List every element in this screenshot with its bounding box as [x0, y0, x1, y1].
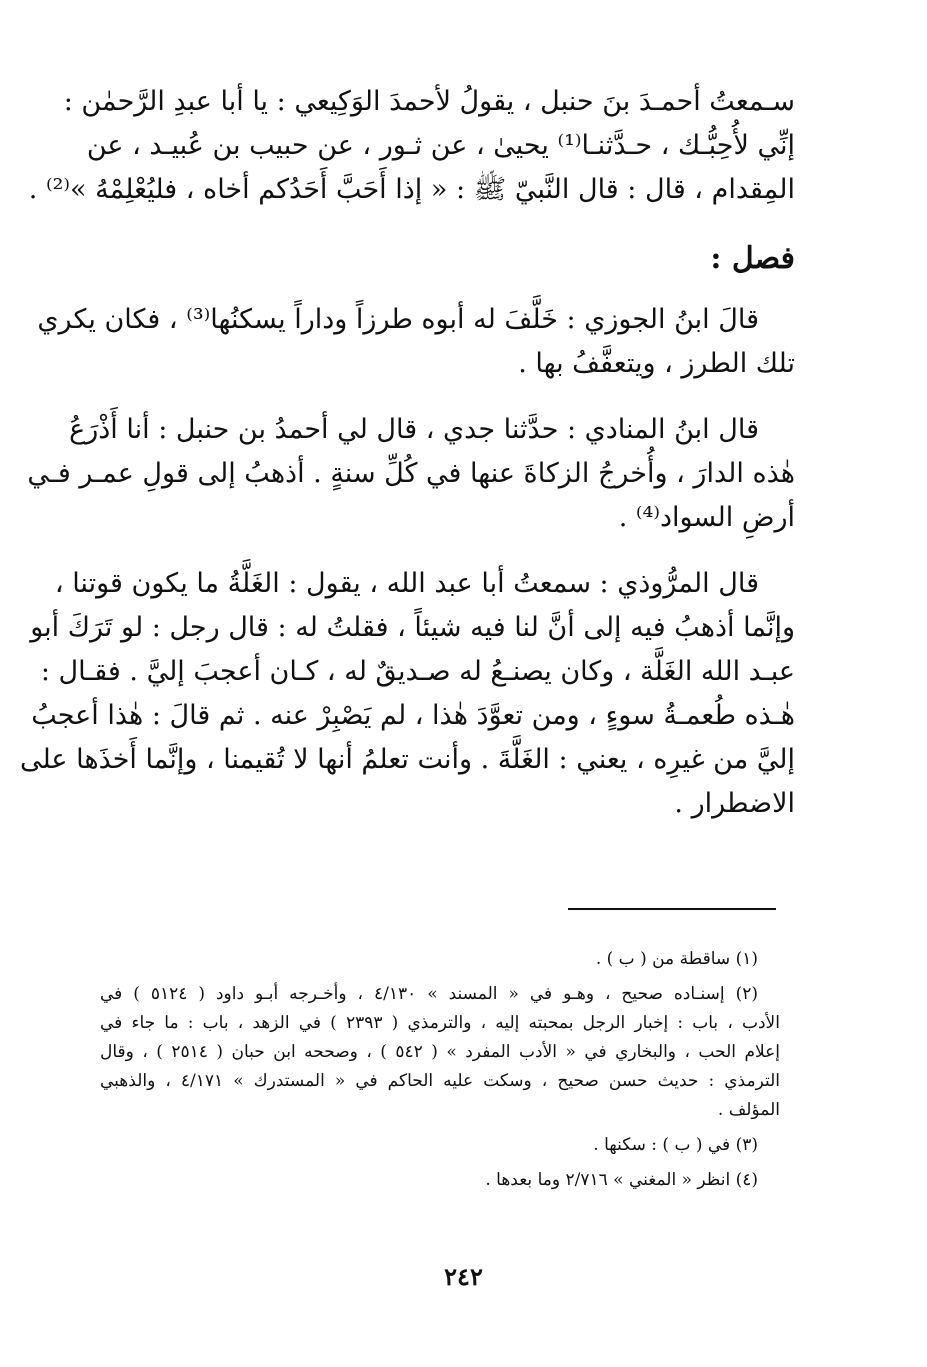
page-number: ٢٤٢: [444, 1262, 483, 1291]
footnote-line: الترمذي : حديث حسن صحيح ، وسكت عليه الحاكم في « المستدرك » ٤/١٧١ ، والذهبي: [100, 1071, 780, 1091]
paragraph-ibn-aljawzi: [37, 298, 795, 386]
paragraph-ibn-almunadi: [27, 408, 795, 540]
paragraph-almarrudhi: [19, 562, 795, 826]
text-line: أرضِ السواد⁽⁴⁾ .: [618, 502, 795, 533]
footnote-separator: [568, 908, 776, 910]
footnote-line: إعلام الحب ، والبخاري في « الأدب المفرد » ( ٥٤٢ ) ، وصححه ابن حبان ( ٢٥١٤ ) ، وقال: [100, 1042, 781, 1062]
text-line: هٰـذه طُعمـةُ سوءٍ ، ومن تعوَّدَ هٰذا ، لم يَصْبِرْ عنه . ثم قالَ : هٰذا أعجبُ: [31, 700, 795, 731]
footnote-3: [100, 1131, 780, 1160]
text-line: قالَ ابنُ الجوزي : خَلَّفَ له أبوه طرزاً وداراً يسكنُها⁽³⁾ ، فكان يكري: [37, 304, 759, 335]
footnote-line: (٤) انظر « المغني » ٢/٧١٦ وما بعدها .: [485, 1170, 758, 1190]
footnote-line: المؤلف .: [717, 1100, 780, 1120]
section-heading: فصل :: [710, 241, 795, 276]
text-line: إنِّي لأُحِبُّـك ، حـدَّثنـا⁽¹⁾ يحيىٰ ، عن ثـور ، عن حبيب بن عُبيـد ، عن: [86, 130, 795, 161]
text-line: سـمعتُ أحمـدَ بنَ حنبل ، يقولُ لأحمدَ الوَكِيعي : يا أبا عبدِ الرَّحمٰن :: [63, 86, 795, 117]
text-line: المِقدام ، قال : قال النَّبيّ ﷺ : « إذا أَحَبَّ أَحَدُكم أخاه ، فليُعْلِمْهُ »⁽²⁾ .: [28, 174, 795, 205]
footnote-line: (١) ساقطة من ( ب ) .: [595, 949, 758, 969]
text-line: عبـد الله الغَلَّة ، وكان يصنـعُ له صـديقٌ له ، كـان أعجبَ إليَّ . فقـال :: [40, 656, 795, 687]
intro-paragraph: [28, 80, 795, 212]
text-line: تلك الطرز ، ويتعفَّفُ بها .: [518, 348, 795, 379]
footnote-4: [100, 1166, 780, 1195]
footnote-1: [100, 945, 780, 974]
footnote-2: [100, 980, 780, 1125]
text-line: الاضطرار .: [674, 788, 795, 819]
text-line: إليَّ من غيرِه ، يعني : الغَلَّةَ . وأنت تعلمُ أنها لا تُقيمنا ، وإنَّما أَخذَها على: [19, 744, 795, 775]
text-line: قال ابنُ المنادي : حدَّثنا جدي ، قال لي أحمدُ بن حنبل : أنا أَذْرَعُ: [69, 414, 759, 445]
text-line: وإنَّما أذهبُ فيه إلى أنَّ لنا فيه شيئاً ، فقلتُ له : قال رجل : لو تَرَكَ أبو: [30, 612, 795, 643]
text-line: قال المرُّوذي : سمعتُ أبا عبد الله ، يقول : الغَلَّةُ ما يكون قوتنا ،: [54, 568, 759, 599]
footnote-line: (٣) في ( ب ) : سكنها .: [593, 1135, 758, 1155]
text-line: هٰذه الدارَ ، وأُخرجُ الزكاةَ عنها في كُلِّ سنةٍ . أذهبُ إلى قولِ عمـر فـي: [27, 458, 795, 489]
main-text: [19, 80, 795, 848]
footnotes: [100, 945, 780, 1201]
footnote-line: (٢) إسنـاده صحيح ، وهـو في « المسند » ٤/١٣٠ ، وأخـرجه أبـو داود ( ٥١٢٤ ) في: [100, 984, 759, 1004]
footnote-line: الأدب ، باب : إخبار الرجل بمحبته إليه ، والترمذي ( ٢٣٩٣ ) في الزهد ، باب : ما جاء في: [100, 1013, 780, 1033]
